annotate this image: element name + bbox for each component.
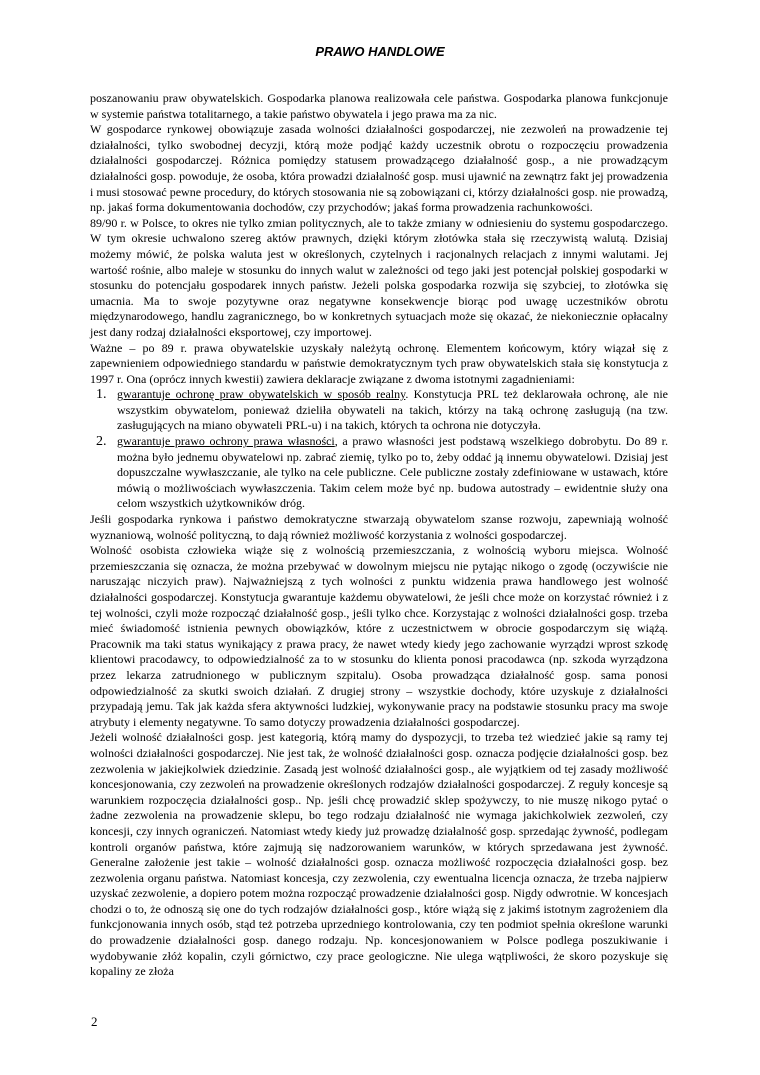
paragraph: Ważne – po 89 r. prawa obywatelskie uzyskały należytą ochronę. Elementem końcowym, który wiązał się z zapewnieniem odpowiedniego standardu w państwie demokratycznym tych praw obywatelskich stała się konstytucja z 1997 r. Ona (oprócz innych kwestii) zawiera deklaracje związane z dwoma istotnymi zagadnieniami: (90, 340, 668, 386)
document-body (90, 91, 668, 980)
list-item-text: , a prawo własności jest podstawą wszelkiego dobrobytu. Do 89 r. można było jednemu obywatelowi np. zabrać ziemię, tylko po to, żeby oddać ją innemu obywatelowi. Dzisiaj jest dopuszczalne wywłaszczanie, ale tylko na cele publiczne. Cele publiczne zostały zdefiniowane w ustawach, które mówią o możliwościach wywłaszczenia. Takim celem może być np. budowa autostrady – ewidentnie służy ona celom wszystkich użytkowników dróg. (117, 434, 668, 511)
paragraph: 89/90 r. w Polsce, to okres nie tylko zmian politycznych, ale to także zmiany w odniesieniu do systemu gospodarczego. W tym okresie uchwalono szereg aktów prawnych, dzięki którym złotówka stała się rzeczywistą walutą. Dzisiaj możemy mówić, że polska waluta jest w określonych, czytelnych i racjonalnych relacjach z innymi walutami. Jej wartość rośnie, albo maleje w stosunku do innych walut w zależności od tego jaki jest potencjał polskiej gospodarki w stosunku do potencjału gospodarek innych państw. Jeżeli polska gospodarka rozwija się szybciej, to złotówka się umacnia. Ma to swoje pozytywne oraz negatywne konsekwencje biorąc pod uwagę uczestników obrotu międzynarodowego, handlu zagranicznego, bo w konkretnych sytuacjach może się okazać, że niekoniecznie opłacalny jest dany rodzaj działalności eksportowej, czy importowej. (90, 215, 668, 339)
list-item (110, 434, 668, 512)
paragraph: Jeśli gospodarka rynkowa i państwo demokratyczne stwarzają obywatelom szanse rozwoju, zapewniają wolność wyznaniową, wolność polityczną, to dają również możliwość korzystania z wolności gospodarczej. (90, 512, 668, 542)
list-item-text: . Konstytucja PRL też deklarowała ochronę, ale nie wszystkim obywatelom, ponieważ dzieliła obywateli na takich, którzy na taką ochronę zasługują (na tzw. zasługujących na miano obywateli PRL-u) i na takich, których ta ochrona nie dotyczyła. (117, 387, 668, 433)
page-number: 2 (91, 1014, 98, 1029)
paragraph: Jeżeli wolność działalności gosp. jest kategorią, którą mamy do dyspozycji, to trzeba też wiedzieć jakie są ramy tej wolności działalności gospodarczej. Nie jest tak, że wolność działalności gosp. oznacza podjęcie działalności gosp. bez zezwolenia w jakiejkolwiek dziedzinie. Zasadą jest wolność działalności gosp., ale wyjątkiem od tej zasady możliwość koncesjonowania, czy zezwoleń na prowadzenie określonych rodzajów działalności gospodarczej. Z reguły koncesje są warunkiem rozpoczęcia działalności gosp.. Np. jeśli chcę prowadzić sklep spożywczy, to nie muszę nikogo pytać o żadne zezwolenia na prowadzenie sklepu, bo tego rodzaju działalność nie wymaga jakichkolwiek zezwoleń, czy koncesji, czy innych ograniczeń. Natomiast wtedy kiedy już prowadzę działalność gosp. sprzedając żywność, podlegam kontroli organów państwa, które zajmują się nadzorowaniem warunków, w których sprzedawana jest żywność. Generalne założenie jest takie – wolność działalności gosp. oznacza możliwość rozpoczęcia działalności gosp. bez zezwolenia organu państwa. Natomiast koncesja, czy zezwolenia, czy ewentualna licencja oznacza, że trzeba najpierw uzyskać zezwolenie, a dopiero potem można rozpocząć prowadzenie działalności gosp. Nigdy odwrotnie. W koncesjach chodzi o to, że odnoszą się one do tych rodzajów działalności gosp., które wiążą się z jakimś istotnym zagrożeniem dla funkcjonowania innych osób, stąd też potrzeba uprzedniego kontrolowania, czy ten podmiot spełnia określone warunki do prowadzenie działalności gosp. danego rodzaju. Np. koncesjonowaniem w Polsce podlega poszukiwanie i wydobywanie złóż kopalin, czyli górnictwo, czy prace geologiczne. Nie ulega wątpliwości, że skoro pozyskuje się kopaliny ze złoża (90, 730, 668, 979)
page-header-title: PRAWO HANDLOWE (315, 44, 445, 59)
list-item (110, 387, 668, 434)
numbered-list (90, 387, 668, 512)
paragraph: poszanowaniu praw obywatelskich. Gospodarka planowa realizowała cele państwa. Gospodarka planowa funkcjonuje w systemie państwa totalitarnego, a takie państwo obywatela i jego prawa ma za nic. (90, 91, 668, 121)
paragraph: Wolność osobista człowieka wiąże się z wolnością przemieszczania, z wolnością wyboru miejsca. Wolność przemieszczania się oznacza, że można przebywać w dowolnym miejscu nie pytając nikogo o zgodę (oczywiście nie naruszając niczyich praw). Najważniejszą z tych wolności z punktu widzenia prawa handlowego jest wolność działalności gospodarczej. Konstytucja gwarantuje każdemu obywatelowi, że jeśli chce może on korzystać również i z tej wolności, czyli może rozpocząć działalność gosp., jeśli tylko chce. Korzystając z wolności działalności gosp. trzeba mieć świadomość istnienia pewnych obowiązków, które z uczestnictwem w obrocie gospodarczym się wiążą. Pracownik ma taki status wynikający z prawa pracy, że nawet wtedy kiedy jego zachowanie wyrządzi wprost szkodę klientowi pracodawcy, to odpowiedzialność za to w stosunku do klienta ponosi pracodawca (np. szkoda wyrządzona przez lekarza zatrudnionego w publicznym szpitalu). Osoba prowadząca działalność gosp. sama ponosi odpowiedzialność za skutki swoich działań. Z drugiej strony – wszystkie dochody, które uzyskuje z działalności przypadają jemu. Tak jak każda sfera aktywności ludzkiej, wykonywanie pracy na podstawie stosunku pracy ma swoje atrybuty i elementy negatywne. To samo dotyczy prowadzenia działalności gospodarczej. (90, 543, 668, 729)
paragraph: W gospodarce rynkowej obowiązuje zasada wolności działalności gospodarczej, nie zezwoleń na prowadzenie tej działalności, tylko swobodnej decyzji, którą może podjąć każdy uczestnik obrotu o rozpoczęciu prowadzenia działalności gospodarczej. Różnica pomiędzy statusem prowadzącego działalność gosp., a nie prowadzącym działalności gosp. powoduje, że osoba, która prowadzi działalność gosp. musi ujawnić na zewnątrz fakt jej prowadzenia i musi stosować pewne procedury, do których stosowania nie są zobowiązani ci, którzy działalności gosp. nie prowadzą, np. jakaś forma dokumentowania dochodów, czy przychodów; jakaś forma prowadzenia rachunkowości. (90, 122, 668, 215)
list-item-heading: gwarantuje prawo ochrony prawa własności (117, 434, 335, 449)
list-item-heading: gwarantuje ochronę praw obywatelskich w sposób realny (117, 387, 406, 402)
